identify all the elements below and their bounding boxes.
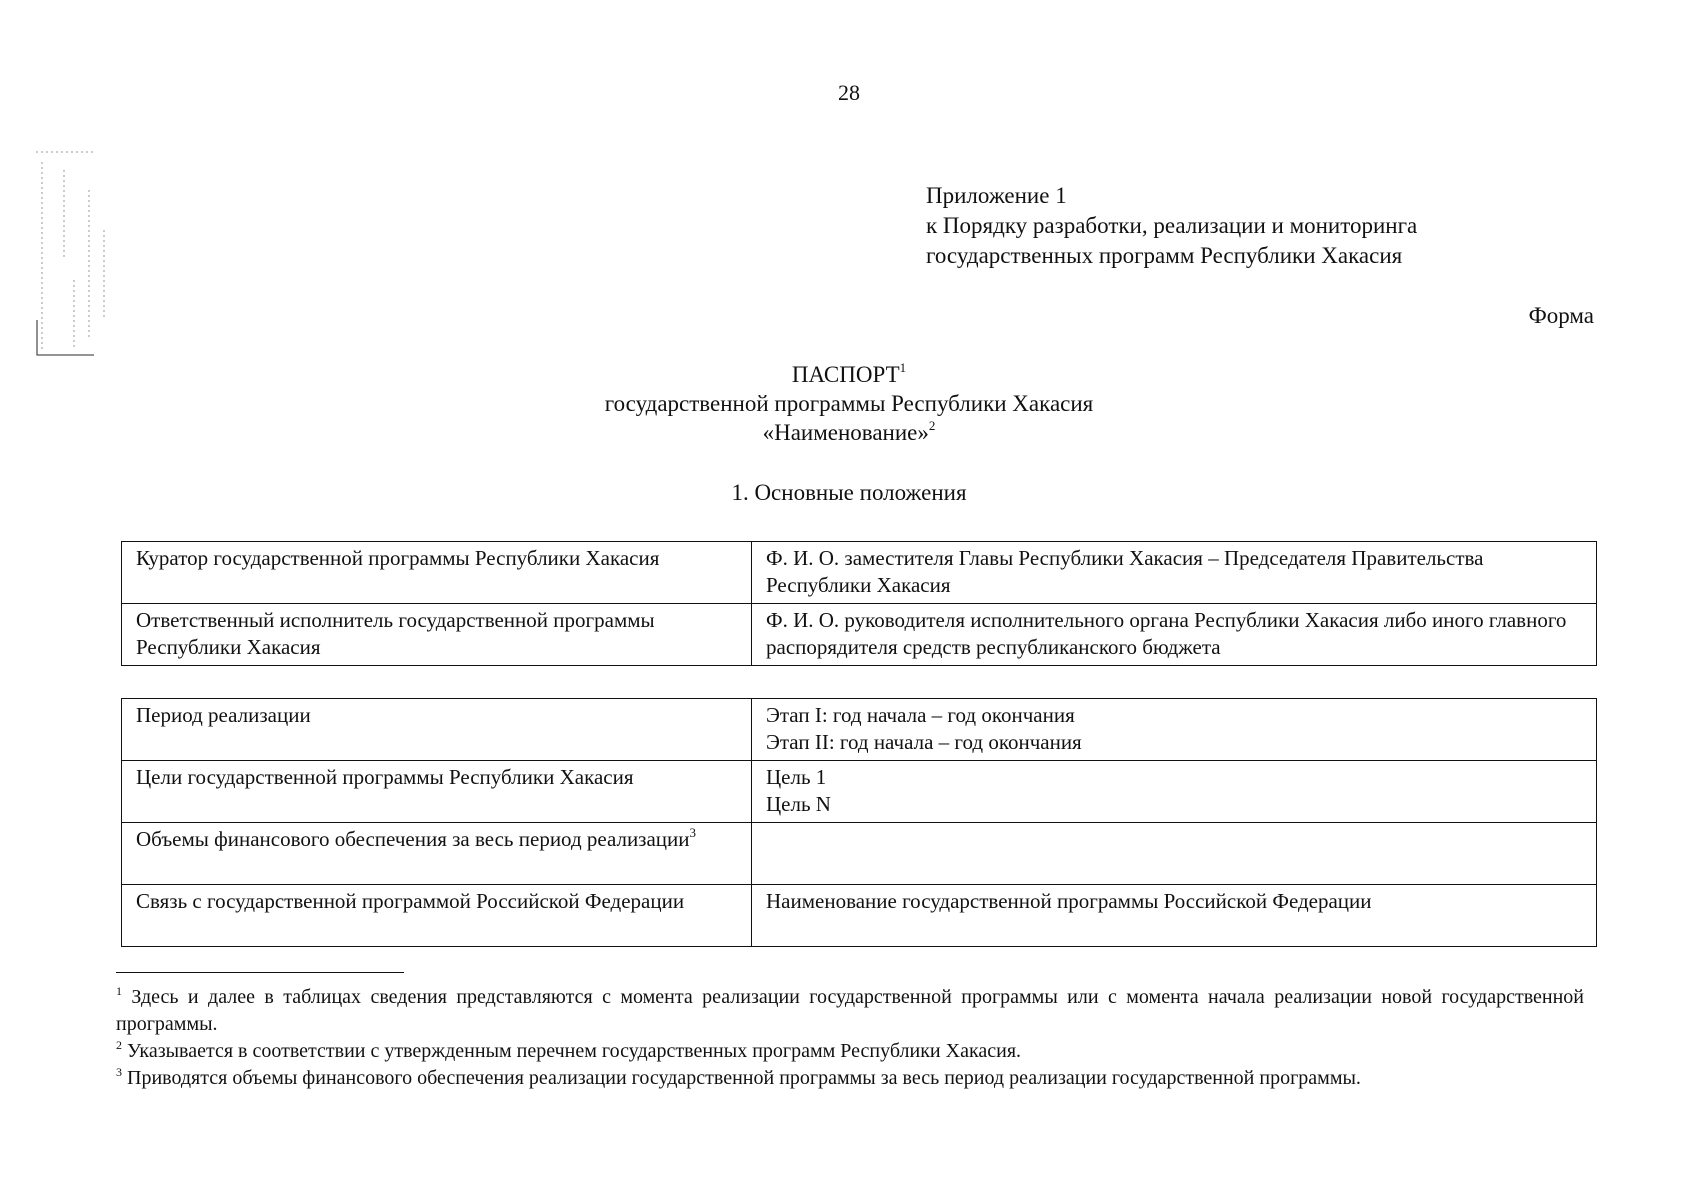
table-row (122, 885, 1597, 947)
footnote-item (116, 984, 1584, 1038)
row-value (752, 761, 1597, 823)
table-row (122, 604, 1597, 666)
footnotes (116, 984, 1584, 1092)
row-label: Связь с государственной программой Российской Федерации (122, 885, 752, 947)
document-title (0, 360, 1698, 447)
title-main: ПАСПОРТ (791, 362, 900, 387)
value-line: Этап II: год начала – год окончания (766, 730, 1082, 754)
table-row (122, 699, 1597, 761)
annex-block (926, 181, 1417, 271)
title-name: «Наименование» (762, 420, 929, 445)
value-line: Цель N (766, 792, 831, 816)
row-label: Период реализации (122, 699, 752, 761)
footnote-text: Приводятся объемы финансового обеспечения реализации государственной программы за весь период реализации государственной программы. (127, 1067, 1361, 1089)
value-line: Цель 1 (766, 765, 827, 789)
form-label: Форма (1528, 303, 1594, 328)
annex-line-2: к Порядку разработки, реализации и мониторинга (926, 213, 1418, 238)
table-row (122, 823, 1597, 885)
footnote-text: Здесь и далее в таблицах сведения представляются с момента реализации государственной программы или с момента начала реализации новой государственной программы. (116, 986, 1585, 1035)
row-label-text: Объемы финансового обеспечения за весь период реализации (136, 827, 690, 851)
passport-table-1 (121, 541, 1597, 666)
row-label: Куратор государственной программы Республики Хакасия (122, 542, 752, 604)
row-value: Ф. И. О. руководителя исполнительного органа Республики Хакасия либо иного главного распорядителя средств республиканского бюджета (752, 604, 1597, 666)
row-value (752, 699, 1597, 761)
row-value: Ф. И. О. заместителя Главы Республики Хакасия – Председателя Правительства Республики Хакасия (752, 542, 1597, 604)
page-number: 28 (838, 80, 860, 105)
value-line: Этап I: год начала – год окончания (766, 703, 1075, 727)
footnote-number: 3 (116, 1065, 122, 1079)
table-row (122, 542, 1597, 604)
scan-artifact-mark (34, 150, 110, 360)
row-value-empty (752, 823, 1597, 885)
footnote-text: Указывается в соответствии с утвержденным перечнем государственных программ Республики Хакасия. (127, 1040, 1022, 1062)
footnote-item (116, 1038, 1584, 1065)
section-heading: 1. Основные положения (731, 480, 967, 505)
title-name-line (0, 418, 1698, 447)
footnote-divider (116, 972, 404, 973)
table-row (122, 761, 1597, 823)
row-label: Ответственный исполнитель государственной программы Республики Хакасия (122, 604, 752, 666)
footnote-number: 1 (116, 984, 122, 998)
annex-line-1: Приложение 1 (926, 183, 1067, 208)
title-main-line (0, 360, 1698, 389)
row-value: Наименование государственной программы Российской Федерации (752, 885, 1597, 947)
footnote-number: 2 (116, 1038, 122, 1052)
title-subtitle: государственной программы Республики Хакасия (604, 391, 1094, 416)
footnote-ref-1: 1 (899, 360, 907, 375)
footnote-ref-2: 2 (928, 418, 936, 433)
footnote-item (116, 1065, 1584, 1092)
passport-table-2 (121, 698, 1597, 947)
footnote-ref-3: 3 (689, 825, 697, 840)
annex-line-3: государственных программ Республики Хакасия (926, 243, 1403, 268)
row-label (122, 823, 752, 885)
row-label: Цели государственной программы Республики Хакасия (122, 761, 752, 823)
